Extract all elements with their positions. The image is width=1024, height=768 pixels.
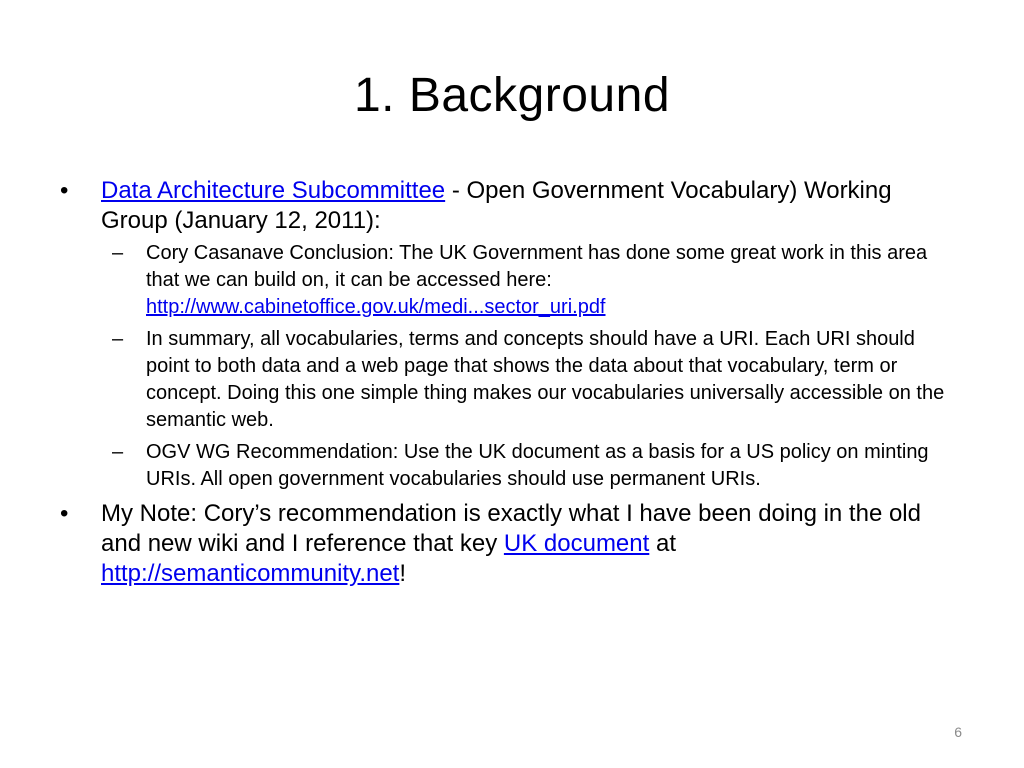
bullet-text: !	[399, 560, 407, 587]
cabinetoffice-uri-link[interactable]: http://www.cabinetoffice.gov.uk/medi...sector_uri.pdf	[146, 296, 606, 318]
uk-document-link[interactable]: UK document	[503, 530, 650, 557]
sub-bullet-marker: –	[112, 242, 124, 264]
sub-bullet-item	[60, 326, 960, 434]
sub-bullet-item	[60, 439, 960, 493]
sub-bullet-text: In summary, all vocabularies, terms and concepts should have a URI. Each URI should point to both data and a web page that shows the data about that vocabulary, term or concept. Doing this one simple thing makes our vocabularies universally accessible on the semantic web.	[146, 328, 945, 431]
sub-bullet-text: OGV WG Recommendation: Use the UK document as a basis for a US policy on minting URIs. All open government vocabularies should use permanent URIs.	[146, 441, 929, 490]
page-number: 6	[954, 724, 962, 740]
bullet-text: - Open Government Vocabulary) Working Group (January 12, 2011):	[101, 177, 892, 234]
semanticommunity-link[interactable]: http://semanticommunity.net	[101, 560, 400, 587]
sub-bullet-list	[60, 240, 960, 493]
slide-title: 1. Background	[353, 69, 671, 122]
sub-bullet-item	[60, 240, 960, 321]
bullet-item	[60, 499, 960, 589]
slide-content	[60, 176, 960, 593]
sub-bullet-text: Cory Casanave Conclusion: The UK Government has done some great work in this area that we can build on, it can be accessed here:	[146, 242, 928, 291]
bullet-text: My Note: Cory’s recommendation is exactly what I have been doing in the old and new wiki and I reference that key	[101, 500, 921, 557]
bullet-text: at	[649, 530, 676, 557]
sub-bullet-marker: –	[112, 328, 124, 350]
bullet-item	[60, 176, 960, 236]
sub-bullet-marker: –	[112, 441, 124, 463]
bullet-marker: •	[60, 500, 69, 527]
data-architecture-subcommittee-link[interactable]: Data Architecture Subcommittee	[101, 177, 446, 204]
bullet-marker: •	[60, 177, 69, 204]
